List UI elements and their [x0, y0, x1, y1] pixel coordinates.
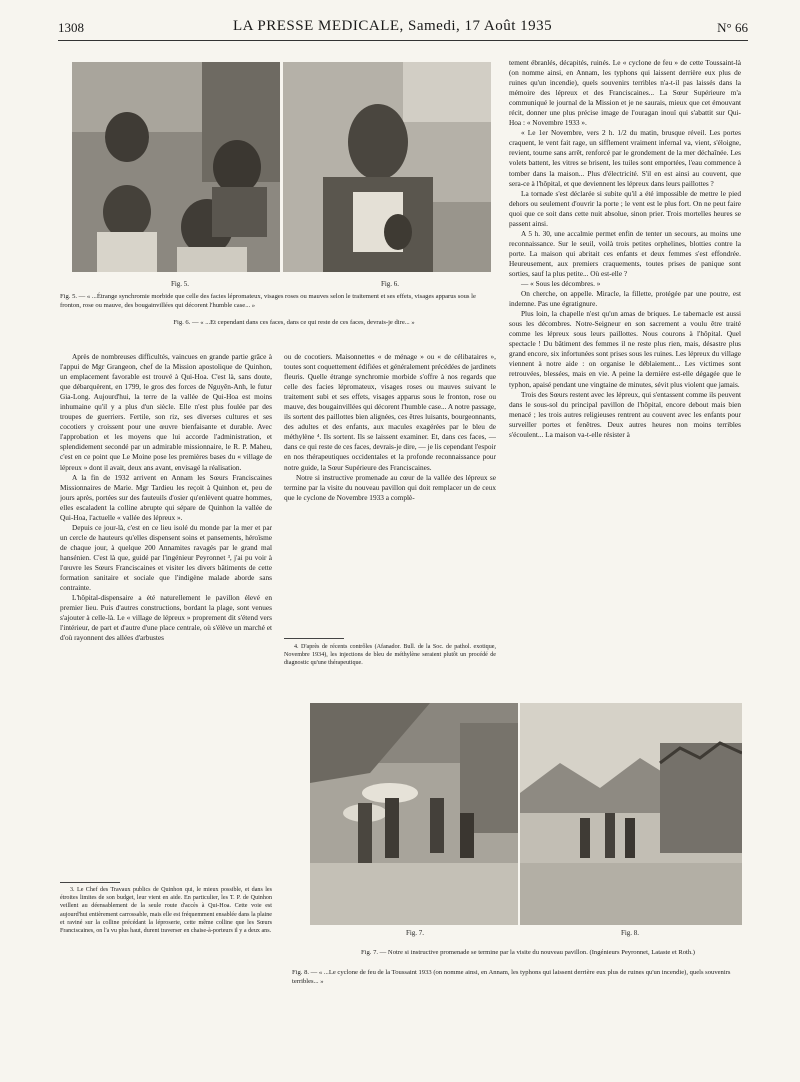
column3-paragraph: A 5 h. 30, une accalmie permet enfin de tenter un secours, au moins une reconnaissance. Sur le seuil, voilà trois petites orphelines, blotties contre la porte. La maison qui abritait ces enfants et deux femmes s'est effondrée. Heureusement, aux premiers craquements, toutes prises de panique sont sorties, sauf la plus petite... Où est-elle ?: [509, 228, 741, 278]
column3-paragraph: Trois des Sœurs restent avec les lépreux, qui s'entassent comme ils peuvent dans le sous-sol du principal pavillon de l'hôpital, encore debout mais bien menacé ; les trois autres religieuses rentrent au couvent avec les enfants pour surveiller portes et fenêtres. Deux autres heures non moins terribles s'écoulent... La maison va-t-elle résister à: [509, 389, 741, 439]
figure-6-label: Fig. 6.: [380, 280, 400, 288]
column1-paragraph: L'hôpital-dispensaire a été naturellement le pavillon élevé en premier lieu. Puis d'autres constructions, bordant la plage, sont venues s'ajouter à celle-là. Le « village de lépreux » proprement dit s'étend vers l'intérieur, de part et d'autre d'une place centrale, où s'élève un marché et d'où rayonnent des allées d'arbustes: [60, 593, 272, 643]
body-column-2: [284, 352, 496, 620]
issue-number: N° 66: [717, 20, 748, 35]
figure-5-photo: [72, 62, 280, 272]
column3-paragraph: On cherche, on appelle. Miracle, la fillette, protégée par une poutre, est indemne. Pas une égratignure.: [509, 289, 741, 309]
column1-paragraph: Après de nombreuses difficultés, vaincues en grande partie grâce à l'appui de Mgr Grangeon, chef de la Mission apostolique de Quinhon, un emplacement favorable est trouvé à Qui-Hoa. C'est là, sans doute, que débarquèrent, en 1799, le gros des forces de Nguyên-Anh, le futur Gia-Long. Aujourd'hui, la terre de la vallée de Qui-Hoa est moins inhumaine qu'il y a plus d'un siècle. Elle n'est plus foulée par des troupes de guerriers. Fertile, son riz, ses diverses cultures et ses cocotiers y croissent pour une œuvre bienfaisante et durable. Avec l'approbation et les moyens que lui accorde l'administration, et splendidement secondé par un admirable missionnaire, le R. P. Maheu, c'est en ce point que Le Moine pose les premières bases du « village de lépreux » dont il avait, deux ans avant, envisagé la réalisation.: [60, 352, 272, 472]
column3-paragraph: La tornade s'est déclarée si subite qu'il a été impossible de mettre le pied dehors ou seulement d'ouvrir la porte ; le vent est le plus fort. On ne peut faire quoi que ce soit dans cette nuit absolue, sinon prier. Trois mortelles heures se passent ainsi.: [509, 188, 741, 228]
footnote-3: [60, 886, 272, 1066]
column3-paragraph: tement ébranlés, décapités, ruinés. Le « cyclone de feu » de cette Toussaint-là (on nomme ainsi, en Annam, les typhons qui laissent derrière eux plus de ruines qu'un incendie), quels souvenirs terribles n'a-t-il pas laissés dans la mémoire des lépreux et des Franciscaines... La Sœur Supérieure m'a communiqué le journal de la Mission et je ne saurais, mieux que cet émouvant récit, donner une plus précise image de l'ouragan inouï qui s'abattit sur Qui-Hoa : « Novembre 1933 ».: [509, 58, 741, 128]
column1-paragraph: Depuis ce jour-là, c'est en ce lieu isolé du monde par la mer et par un cercle de hauteurs qu'elles dispensent soins et pansements, héroïsme de chaque jour, à quelque 200 Annamites ravagés par le grand mal hansénien. C'est là que, guidé par l'ingénieur Peyronnet ³, j'ai pu voir à l'œuvre les Sœurs Franciscaines et visiter les divers bâtiments de cette formation sanitaire et sociale que l'indigène malade aborde sans contrainte.: [60, 522, 272, 593]
figure-8-photo: [520, 703, 742, 925]
figure-7-photo: [310, 703, 518, 925]
column3-paragraph: « Le 1er Novembre, vers 2 h. 1/2 du matin, brusque réveil. Les portes craquent, le vent fait rage, un sifflement vraiment infernal va, vient, s'éloigne, revient, tourne sans arrêt, renforcé par le grondement de la mer déchaînée. Les volets battent, les vitres se brisent, les tuiles sont emportées, l'eau commence à tomber dans la maison... Plus d'électricité. S'il en est ainsi au couvent, que sera-ce à l'hôpital, et que deviennent les lépreux dans leurs paillottes ?: [509, 128, 741, 188]
figure-8-label: Fig. 8.: [620, 929, 640, 937]
page-header: [58, 20, 748, 41]
body-column-1: [60, 352, 272, 838]
column3-paragraph: Plus loin, la chapelle n'est qu'un amas de briques. Le tabernacle est aussi sous les décombres. Notre-Seigneur en son sacrement a voulu être traité comme les lépreux sous leurs paillottes. Nous courons à l'hôpital. Quel spectacle ! Du bâtiment des femmes il ne reste plus rien, mais, désastre plus grand encore, six infortunées sont prises sous les ruines. Les lépreux du village viennent à notre aide : on organise le déblaiement... Les victimes sont retrouvées, blessées, mais en vie. A peine la dernière est-elle dégagée que le typhon, apaisé pendant une vingtaine de minutes, sévit plus violent que jamais.: [509, 309, 741, 389]
footnote-rule-2: [284, 638, 344, 639]
figure-6-caption: Fig. 6. — « ...Et cependant dans ces faces, dans ce qui reste de ces faces, devrais-je dire... »: [173, 319, 415, 326]
footnote-rule-1: [60, 882, 120, 883]
figure-5-label: Fig. 5.: [170, 280, 190, 288]
figure-8-caption: Fig. 8. — « ...Le cyclone de feu de la Toussaint 1933 (on nomme ainsi, en Annam, les typhons qui laissent derrière eux plus de ruines qu'un incendie), quels souvenirs terribles... »: [292, 969, 731, 985]
figure-7-label: Fig. 7.: [405, 929, 425, 937]
column2-paragraph: ou de cocotiers. Maisonnettes « de ménage » ou « de célibataires », toutes sont coquettement édifiées et généralement précédées de jardinets fleuris. Quelle étrange synchromie morbide s'offre à nos regards que celle des facies lépromateux, visages roses ou mauves suivant le traitement subi et ses effets, visages apparus sous le fronton, rose ou mauve, des bougainvillées qui décorent l'humble case... A notre passage, ils sortent des paillottes bien alignées, ces êtres luisants, bourgeonnants, des adultes et des enfants, aux macules exagérées par le bleu de méthylène ⁴. Ils sortent. Ils se laissent examiner. Et, dans ces faces, — dans ce qui reste de ces faces, devrais-je dire, — je lis cependant l'espoir en nos thérapeutiques occidentales et la profonde reconnaissance pour notre guide, la Sœur Supérieure des Franciscaines.: [284, 352, 496, 472]
figure-7-caption: Fig. 7. — Notre si instructive promenade se termine par la visite du nouveau pavillon. (Ingénieurs Peyronnet, Lataste et Roth.): [361, 949, 695, 956]
column1-paragraph: A la fin de 1932 arrivent en Annam les Sœurs Franciscaines Missionnaires de Marie. Mgr Tardieu les reçoit à Quinhon et, peu de jours après, portées sur des fauteuils d'osier qu'enlèvent quatre hommes, elles escaladent la colline abrupte qui sépare de Quinhon la vallée de Qui-Hoa, l'actuelle « vallée des lépreux ».: [60, 472, 272, 522]
figure-6-photo: [283, 62, 491, 272]
page-number: 1308: [58, 20, 84, 35]
figure-5-caption: Fig. 5. — « ...Étrange synchromie morbide que celle des facies lépromateux, visages roses ou mauves selon le traitement et ses effets, visages apparus sous le fronton, rose ou mauve, des bougainvillées qui décorent l'humble case... »: [60, 293, 476, 309]
footnote-4-text: 4. D'après de récents contrôles (Afanador. Bull. de la Soc. de pathol. exotique, Novembre 1934), les injections de bleu de méthylène seraient plutôt un procédé de diagnostic qu'une thérapeutique.: [284, 644, 496, 667]
footnote-4: [284, 643, 496, 668]
body-column-3: [509, 58, 741, 696]
footnote-3-text: 3. Le Chef des Travaux publics de Quinhon qui, le mieux possible, et dans les étroites limites de son budget, leur vient en aide. En particulier, les T. P. de Quinhon veillent au déensablement de la seule route d'accès à Qui-Hoa. Cette voie est aujourd'hui entièrement carrossable, mais elle est fréquemment ensablée dans la plaine et raviné sur la colline précédant la léproserie, cette même colline que les Sœurs Franciscaines, on l'a vu plus haut, durent traverser en chaise-à-porteurs il y a deux ans.: [60, 887, 272, 935]
journal-title: LA PRESSE MEDICALE, Samedi, 17 Août 1935: [233, 18, 553, 34]
column3-paragraph: — « Sous les décombres. »: [521, 279, 601, 289]
column2-paragraph: Notre si instructive promenade au cœur de la vallée des lépreux se termine par la visite du nouveau pavillon qui doit remplacer un de ceux que le cyclone de Novembre 1933 a complè-: [284, 472, 496, 502]
